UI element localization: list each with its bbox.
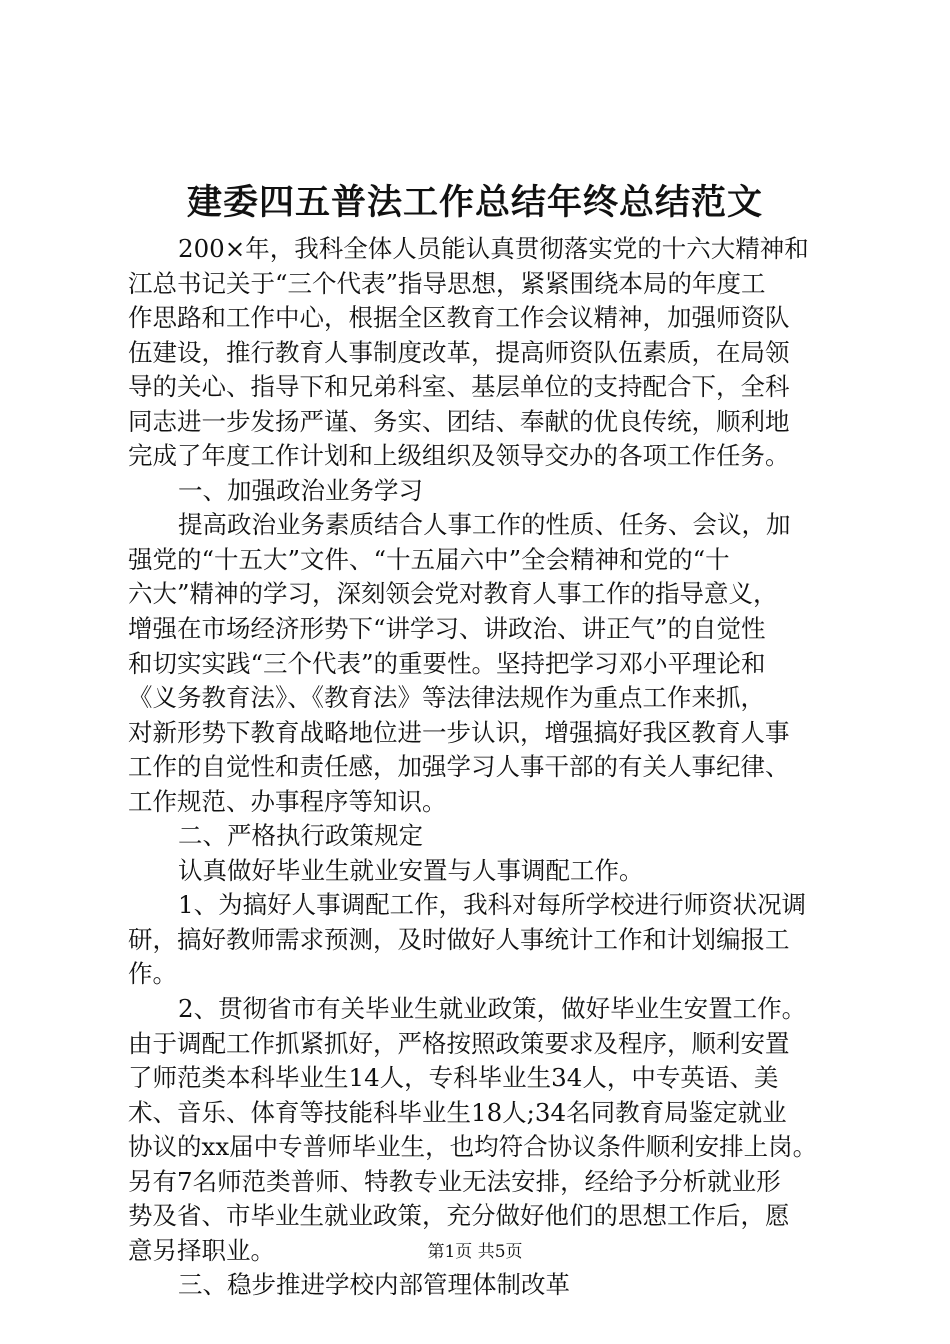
- paragraph-line: 术、音乐、体育等技能科毕业生18人;34名同教育局鉴定就业: [128, 1097, 787, 1127]
- paragraph-line: 由于调配工作抓紧抓好，严格按照政策要求及程序，顺利安置: [128, 1028, 790, 1058]
- paragraph-line: 研，搞好教师需求预测，及时做好人事统计工作和计划编报工: [128, 924, 790, 954]
- paragraph-line: 江总书记关于“三个代表”指导思想，紧紧围绕本局的年度工: [128, 268, 766, 298]
- paragraph-line: 《义务教育法》、《教育法》等法律法规作为重点工作来抓，: [128, 683, 765, 713]
- page-footer: 第1页 共5页: [427, 1242, 523, 1262]
- document-title: 建委四五普法工作总结年终总结范文: [186, 182, 763, 223]
- paragraph-line: 认真做好毕业生就业安置与人事调配工作。: [178, 855, 644, 885]
- paragraph-line: 另有7名师范类普师、特教专业无法安排，经给予分析就业形: [128, 1166, 781, 1196]
- paragraph-line: 势及省、市毕业生就业政策，充分做好他们的思想工作后，愿: [128, 1201, 790, 1231]
- paragraph-line: 工作规范、办事程序等知识。: [128, 786, 447, 816]
- paragraph-line: 对新形势下教育战略地位进一步认识，增强搞好我区教育人事: [128, 717, 790, 747]
- paragraph-line: 了师范类本科毕业生14人，专科毕业生34人，中专英语、美: [128, 1063, 779, 1093]
- paragraph-line: 完成了年度工作计划和上级组织及领导交办的各项工作任务。: [128, 441, 790, 471]
- paragraph-line: 作思路和工作中心，根据全区教育工作会议精神，加强师资队: [128, 303, 790, 333]
- section-heading: 一、加强政治业务学习: [178, 475, 423, 505]
- paragraph-line: 意另择职业。: [128, 1235, 275, 1265]
- paragraph-line: 2、贯彻省市有关毕业生就业政策，做好毕业生安置工作。: [178, 994, 807, 1024]
- paragraph-line: 作。: [128, 959, 177, 989]
- paragraph-line: 和切实实践“三个代表”的重要性。坚持把学习邓小平理论和: [128, 648, 766, 678]
- paragraph-line: 200×年，我科全体人员能认真贯彻落实党的十六大精神和: [178, 234, 809, 263]
- paragraph-line: 伍建设，推行教育人事制度改革，提高师资队伍素质，在局领: [128, 337, 790, 367]
- paragraph-line: 工作的自觉性和责任感，加强学习人事干部的有关人事纪律、: [128, 752, 790, 782]
- paragraph-line: 协议的xx届中专普师毕业生，也均符合协议条件顺利安排上岗。: [128, 1132, 818, 1162]
- paragraph-line: 提高政治业务素质结合人事工作的性质、任务、会议，加: [178, 510, 791, 540]
- paragraph-line: 同志进一步发扬严谨、务实、团结、奉献的优良传统，顺利地: [128, 406, 790, 436]
- paragraph-line: 强党的“十五大”文件、“十五届六中”全会精神和党的“十: [128, 544, 730, 574]
- paragraph-line: 1、为搞好人事调配工作，我科对每所学校进行师资状况调: [178, 890, 807, 920]
- paragraph-line: 导的关心、指导下和兄弟科室、基层单位的支持配合下，全科: [128, 372, 790, 402]
- document-body: [128, 232, 830, 1303]
- section-heading: 二、严格执行政策规定: [178, 821, 423, 851]
- paragraph-line: 六大”精神的学习，深刻领会党对教育人事工作的指导意义，: [128, 579, 778, 609]
- paragraph-line: 增强在市场经济形势下“讲学习、讲政治、讲正气”的自觉性: [128, 614, 766, 644]
- section-heading: 三、稳步推进学校内部管理体制改革: [178, 1270, 570, 1300]
